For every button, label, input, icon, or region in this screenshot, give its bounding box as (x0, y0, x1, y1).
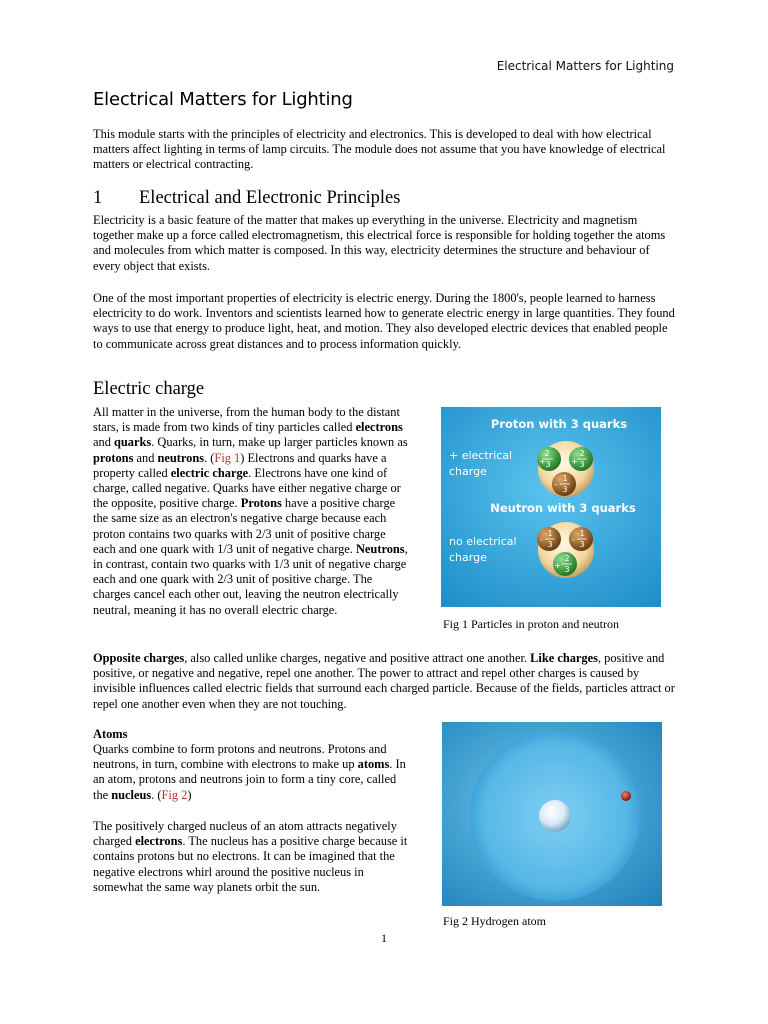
fig-2-caption: Fig 2 Hydrogen atom (443, 914, 546, 928)
term-quarks: quarks (114, 435, 152, 450)
term-nucleus: nucleus (111, 787, 152, 802)
section-number: 1 (93, 188, 103, 208)
fig-1-caption: Fig 1 Particles in proton and neutron (443, 617, 619, 631)
fig-2-reference-link[interactable]: Fig 2 (161, 787, 188, 802)
term-electric-charge: electric charge (170, 465, 249, 480)
svg-text:3: 3 (564, 565, 570, 574)
fig-1-image (441, 407, 661, 607)
proton-label-line-2: charge (449, 465, 487, 478)
atoms-paragraph-2: The positively charged nucleus of an atom attracts negatively charged electrons. The nucleus has a positive charge because it contains protons but no electrons. It can be imagined that the negative electrons whirl around the positive nucleus in somewhat the same way planets orbit the sun. (93, 819, 408, 894)
term-electrons-2: electrons (135, 834, 183, 849)
electric-charge-paragraph: All matter in the universe, from the human body to the distant stars, is made from two kinds of tiny particles called electrons and quarks. Quarks, in turn, make up larger particles known as protons and neutrons. (Fig 1) Electrons and quarks have a property called electric charge. Electrons have one kind of charge, called negative. Quarks have either negative charge or the opposite, positive charge. Protons have a positive charge the same size as an electron's negative charge because each proton contains two quarks with 2/3 unit of positive charge each and one quark with 1/3 unit of negative charge. Neutrons, in contrast, contain two quarks with 1/3 unit of negative charge each and one quark with 2/3 unit of positive charge. The charges cancel each other out, leaving the neutron electrically neutral, meaning it has no overall electric charge. (93, 405, 408, 617)
term-opposite-charges: Opposite charges (93, 651, 185, 665)
svg-text:3: 3 (547, 540, 553, 549)
svg-text:-: - (540, 535, 543, 544)
svg-text:3: 3 (579, 540, 585, 549)
term-protons: protons (93, 450, 134, 465)
svg-text:+: + (539, 457, 546, 466)
proton-quark-up-2 (569, 447, 593, 471)
proton-quark-down (552, 472, 576, 496)
fig-1-reference-link[interactable]: Fig 1 (214, 450, 241, 465)
page-title: Electrical Matters for Lighting (93, 89, 353, 110)
running-header: Electrical Matters for Lighting (496, 59, 674, 73)
nucleus-sphere (539, 800, 571, 832)
svg-text:1: 1 (579, 529, 585, 538)
svg-text:2: 2 (564, 554, 570, 563)
electric-charge-heading: Electric charge (93, 379, 205, 399)
atoms-paragraph-1: Quarks combine to form protons and neutrons. Protons and neutrons, in turn, combine with electrons to make up atoms. In an atom, protons and neutrons join to form a tiny core, called the nucleus. (Fig 2) (93, 742, 406, 802)
section-1-paragraph-1: Electricity is a basic feature of the matter that makes up everything in the universe. Electricity and magnetism together make up a force called electromagnetism, this electrical force is responsible for holding together the atoms and molecules from which matter is composed. In this way, electricity determines the structure and behaviour of every object that exists. (93, 213, 666, 273)
intro-paragraph: This module starts with the principles of electricity and electronics. This is developed to deal with how electrical matters affect lighting in terms of lamp circuits. The module does not assume that you have knowledge of electrical matters or electrical contracting. (93, 127, 666, 172)
svg-text:-: - (554, 480, 557, 489)
svg-text:3: 3 (579, 460, 585, 469)
svg-text:2: 2 (544, 449, 550, 458)
atoms-heading: Atoms (93, 727, 128, 741)
svg-text:3: 3 (562, 485, 568, 494)
section-1-paragraph-2: One of the most important properties of electricity is electric energy. During the 1800's, people learned to harness electricity to do work. Inventors and scientists learned how to generate electric energy in large quantities. They found ways to use that energy to produce light, heat, and motion. They also developed electric devices that enabled people to communicate across great distances and to process information quickly. (93, 291, 675, 351)
neutron-label-line-1: no electrical (449, 535, 517, 548)
term-electrons: electrons (355, 420, 403, 435)
page-number: 1 (381, 931, 387, 945)
proton-title: Proton with 3 quarks (490, 417, 628, 431)
proton-neutron-diagram (441, 407, 661, 607)
electron-sphere (621, 791, 631, 801)
term-neutrons: neutrons (157, 450, 205, 465)
svg-text:1: 1 (562, 474, 568, 483)
svg-text:-: - (572, 535, 575, 544)
term-like-charges: Like charges (530, 651, 598, 665)
term-neutrons-2: Neutrons (355, 541, 405, 556)
section-title: Electrical and Electronic Principles (139, 188, 401, 208)
neutron-title: Neutron with 3 quarks (490, 501, 636, 515)
fig-2-image (442, 722, 662, 906)
neutron-quark-down-2 (569, 527, 593, 551)
svg-text:+: + (554, 561, 561, 570)
proton-label-line-1: + electrical (449, 449, 513, 462)
opposite-charges-paragraph: Opposite charges, also called unlike charges, negative and positive attract one another. Like charges, positive and positive, or negative and negative, repel one another. The power to attract and repel other charges is caused by invisible influences called electric fields that surround each charged particle. Because of the fields, particles attract or repel one another even when they are not touching. (93, 651, 675, 711)
hydrogen-atom-diagram (442, 722, 662, 906)
svg-text:+: + (571, 457, 578, 466)
term-atoms: atoms (357, 757, 390, 772)
svg-text:3: 3 (545, 460, 551, 469)
neutron-quark-up (553, 552, 577, 576)
neutron-label-line-2: charge (449, 551, 487, 564)
svg-text:2: 2 (579, 449, 585, 458)
proton-quark-up-1 (537, 447, 561, 471)
term-protons-2: Protons (240, 496, 282, 511)
section-1-heading (93, 188, 400, 209)
svg-text:1: 1 (547, 529, 553, 538)
neutron-quark-down-1 (537, 527, 561, 551)
